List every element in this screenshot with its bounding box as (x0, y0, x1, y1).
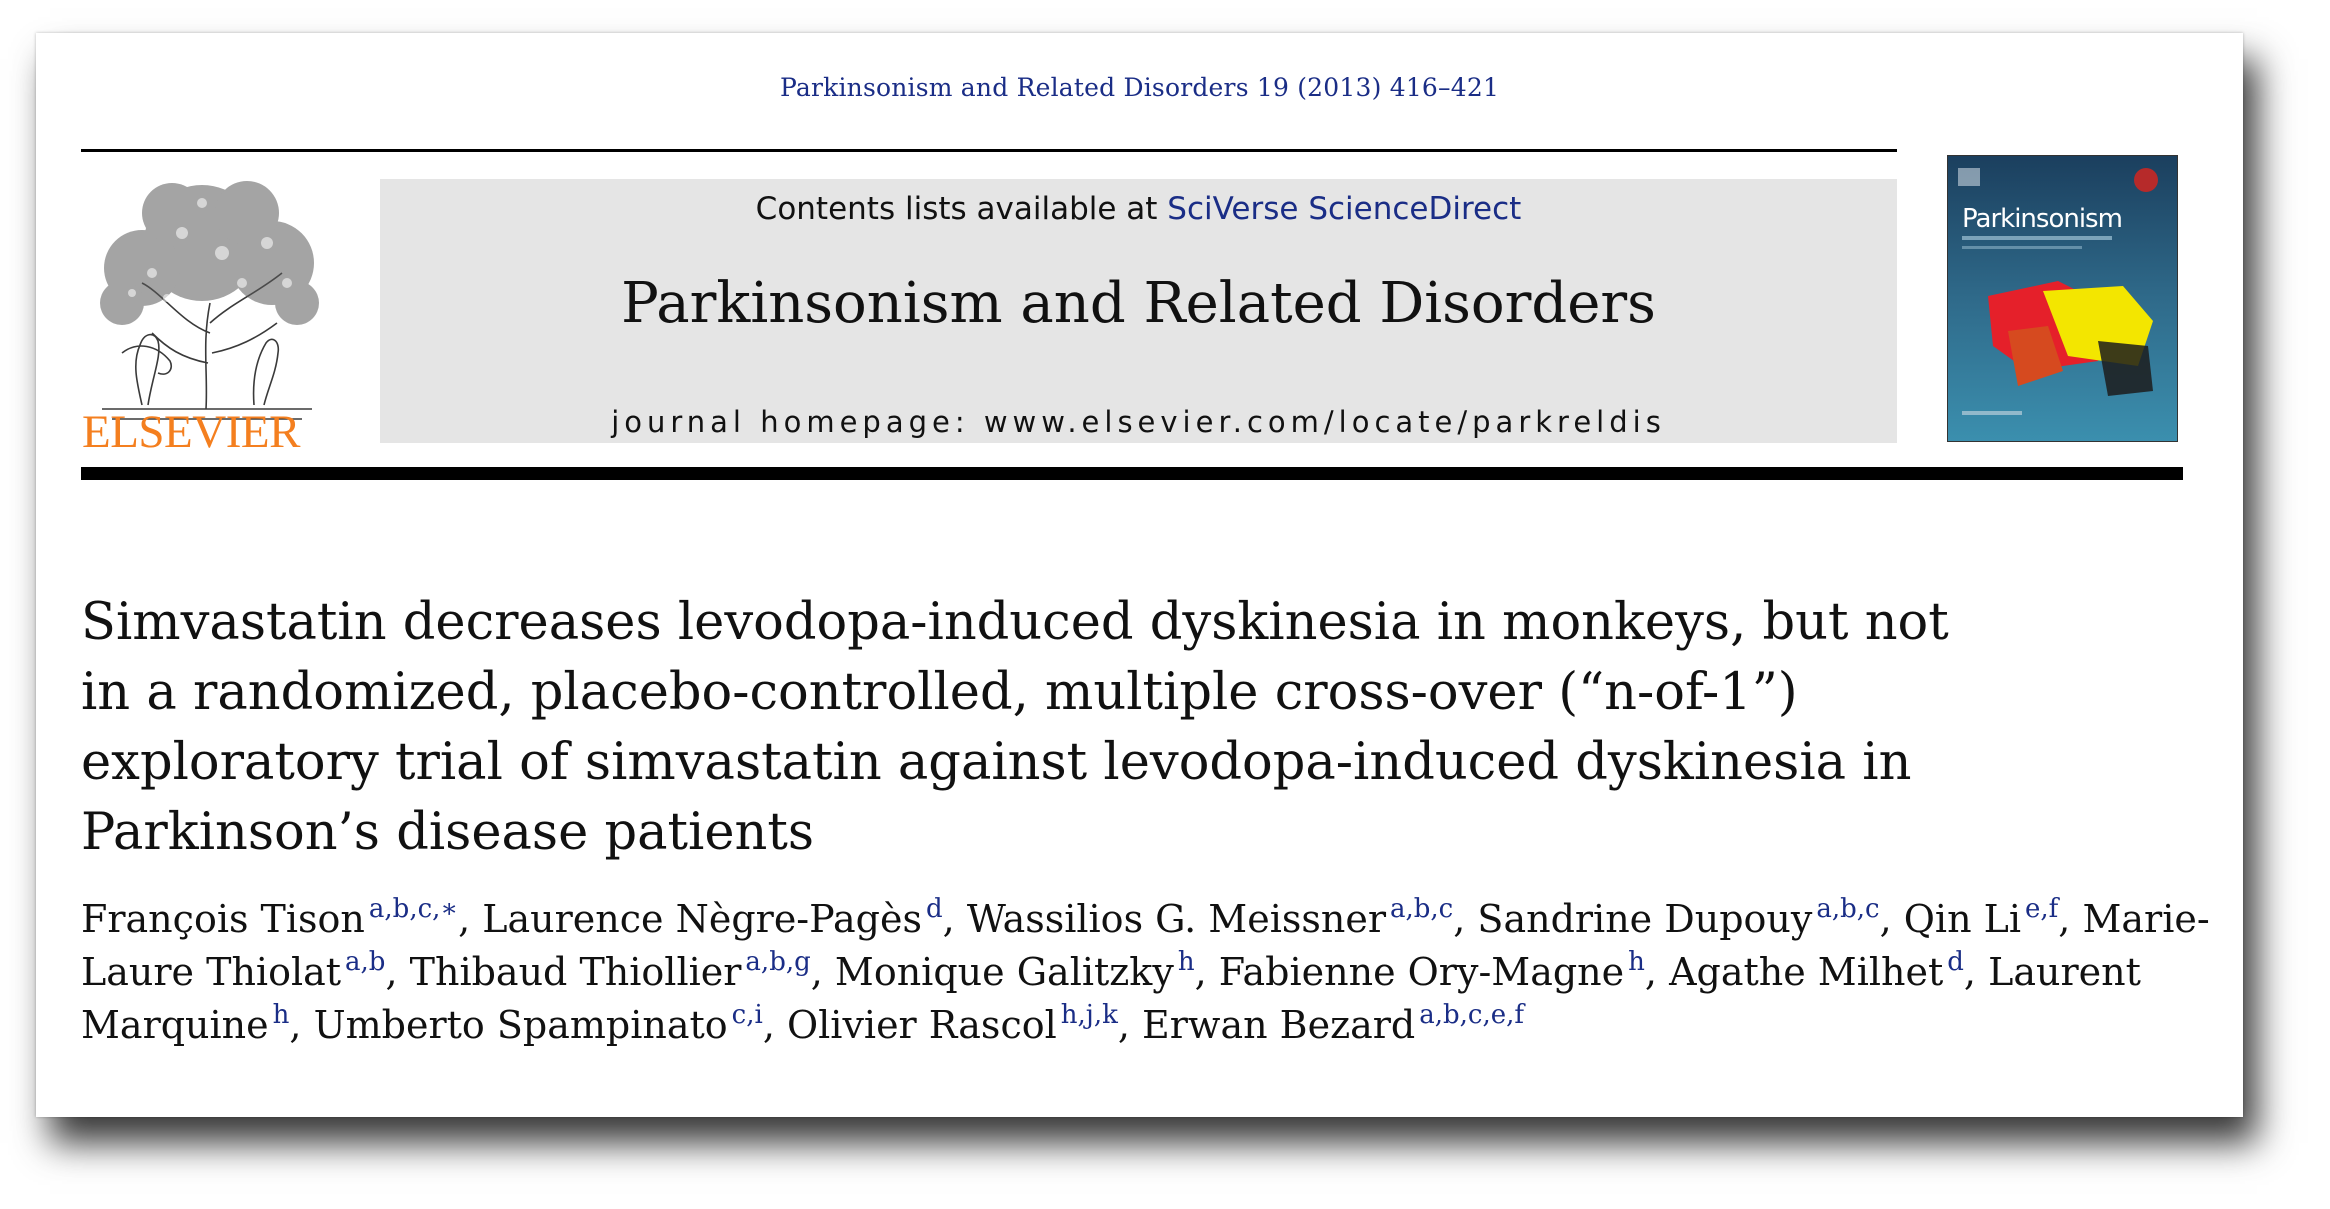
affiliation-marker[interactable]: a,b,c (1816, 894, 1880, 924)
author-name: Sandrine Dupouy (1477, 897, 1813, 941)
author-separator: , (942, 897, 967, 941)
article-page (36, 33, 2243, 1117)
author-name: Laurence Nègre-Pagès (482, 897, 922, 941)
author-separator: , (1644, 950, 1670, 994)
author-list (81, 893, 2221, 1052)
cover-title: Parkinsonism (1962, 204, 2122, 234)
author-name: Olivier Rascol (786, 1003, 1057, 1047)
author-name: Umberto Spampinato (313, 1003, 728, 1047)
author-name: Laurent Marquine (81, 950, 2141, 1047)
journal-cover-thumbnail[interactable] (1947, 155, 2178, 442)
author-name: Qin Li (1903, 897, 2022, 941)
author-separator: , (1963, 950, 1989, 994)
author[interactable] (1669, 947, 1964, 994)
contents-prefix: Contents lists available at (755, 191, 1168, 227)
affiliation-marker[interactable]: d (1947, 947, 1964, 977)
journal-homepage-link[interactable]: journal homepage: www.elsevier.com/locate/parkreldis (611, 405, 1666, 439)
author-separator: , (458, 897, 483, 941)
affiliation-marker[interactable]: e,f (2025, 894, 2059, 924)
header-rule-bottom (81, 467, 2183, 480)
author-name: Fabienne Ory-Magne (1218, 950, 1625, 994)
author-separator: , (1453, 897, 1478, 941)
author[interactable] (966, 894, 1454, 941)
author-name: Erwan Bezard (1142, 1003, 1416, 1047)
author-separator: , (762, 1003, 787, 1047)
cover-artwork (1948, 156, 2177, 441)
author[interactable] (1477, 894, 1880, 941)
affiliation-marker[interactable]: a,b,c,e,f (1419, 1000, 1525, 1030)
affiliation-marker[interactable]: h,j,k (1060, 1000, 1118, 1030)
author[interactable] (81, 894, 459, 941)
author-separator: , (1879, 897, 1904, 941)
author-separator: , (1194, 950, 1219, 994)
author-name: Marie-Laure Thiolat (81, 897, 2210, 994)
author[interactable] (1218, 947, 1645, 994)
journal-name: Parkinsonism and Related Disorders (621, 271, 1656, 336)
author-name: Agathe Milhet (1669, 950, 1944, 994)
article-title: Simvastatin decreases levodopa-induced dyskinesia in monkeys, but not in a randomized, placebo-controlled, multiple cross-over (“n-of-1”) exploratory trial of simvastatin against levodopa-induced dyskinesia in Parkinson’s disease patients (81, 593, 1949, 862)
author-name: Thibaud Thiollier (409, 950, 742, 994)
affiliation-marker[interactable]: a,b,g (745, 947, 811, 977)
author[interactable] (786, 1000, 1118, 1047)
author[interactable] (482, 894, 943, 941)
author[interactable] (409, 947, 811, 994)
contents-line (380, 191, 1897, 227)
sciencedirect-link[interactable]: SciVerse ScienceDirect (1167, 191, 1522, 227)
author-separator: , (289, 1003, 314, 1047)
author-name: François Tison (81, 897, 365, 941)
author-separator: , (2058, 897, 2083, 941)
author[interactable] (313, 1000, 763, 1047)
journal-banner (380, 179, 1897, 443)
author[interactable] (1142, 1000, 1525, 1047)
author-name: Monique Galitzky (834, 950, 1174, 994)
author-separator: , (1117, 1003, 1143, 1047)
author[interactable] (1903, 894, 2059, 941)
affiliation-marker[interactable]: d (925, 894, 943, 924)
author-separator: , (385, 950, 410, 994)
author-separator: , (810, 950, 835, 994)
publisher-wordmark[interactable]: ELSEVIER (82, 406, 300, 458)
header-rule-top (81, 149, 1897, 152)
affiliation-marker[interactable]: h (1177, 947, 1195, 977)
affiliation-marker[interactable]: a,b,c (1389, 894, 1454, 924)
affiliation-marker[interactable]: h (1628, 947, 1645, 977)
author[interactable] (834, 947, 1195, 994)
affiliation-marker[interactable]: a,b,c,∗ (368, 894, 459, 924)
author-name: Wassilios G. Meissner (966, 897, 1386, 941)
affiliation-marker[interactable]: a,b (345, 947, 386, 977)
affiliation-marker[interactable]: c,i (731, 1000, 763, 1030)
journal-citation[interactable]: Parkinsonism and Related Disorders 19 (2013) 416–421 (779, 73, 1500, 102)
affiliation-marker[interactable]: h (272, 1000, 290, 1030)
